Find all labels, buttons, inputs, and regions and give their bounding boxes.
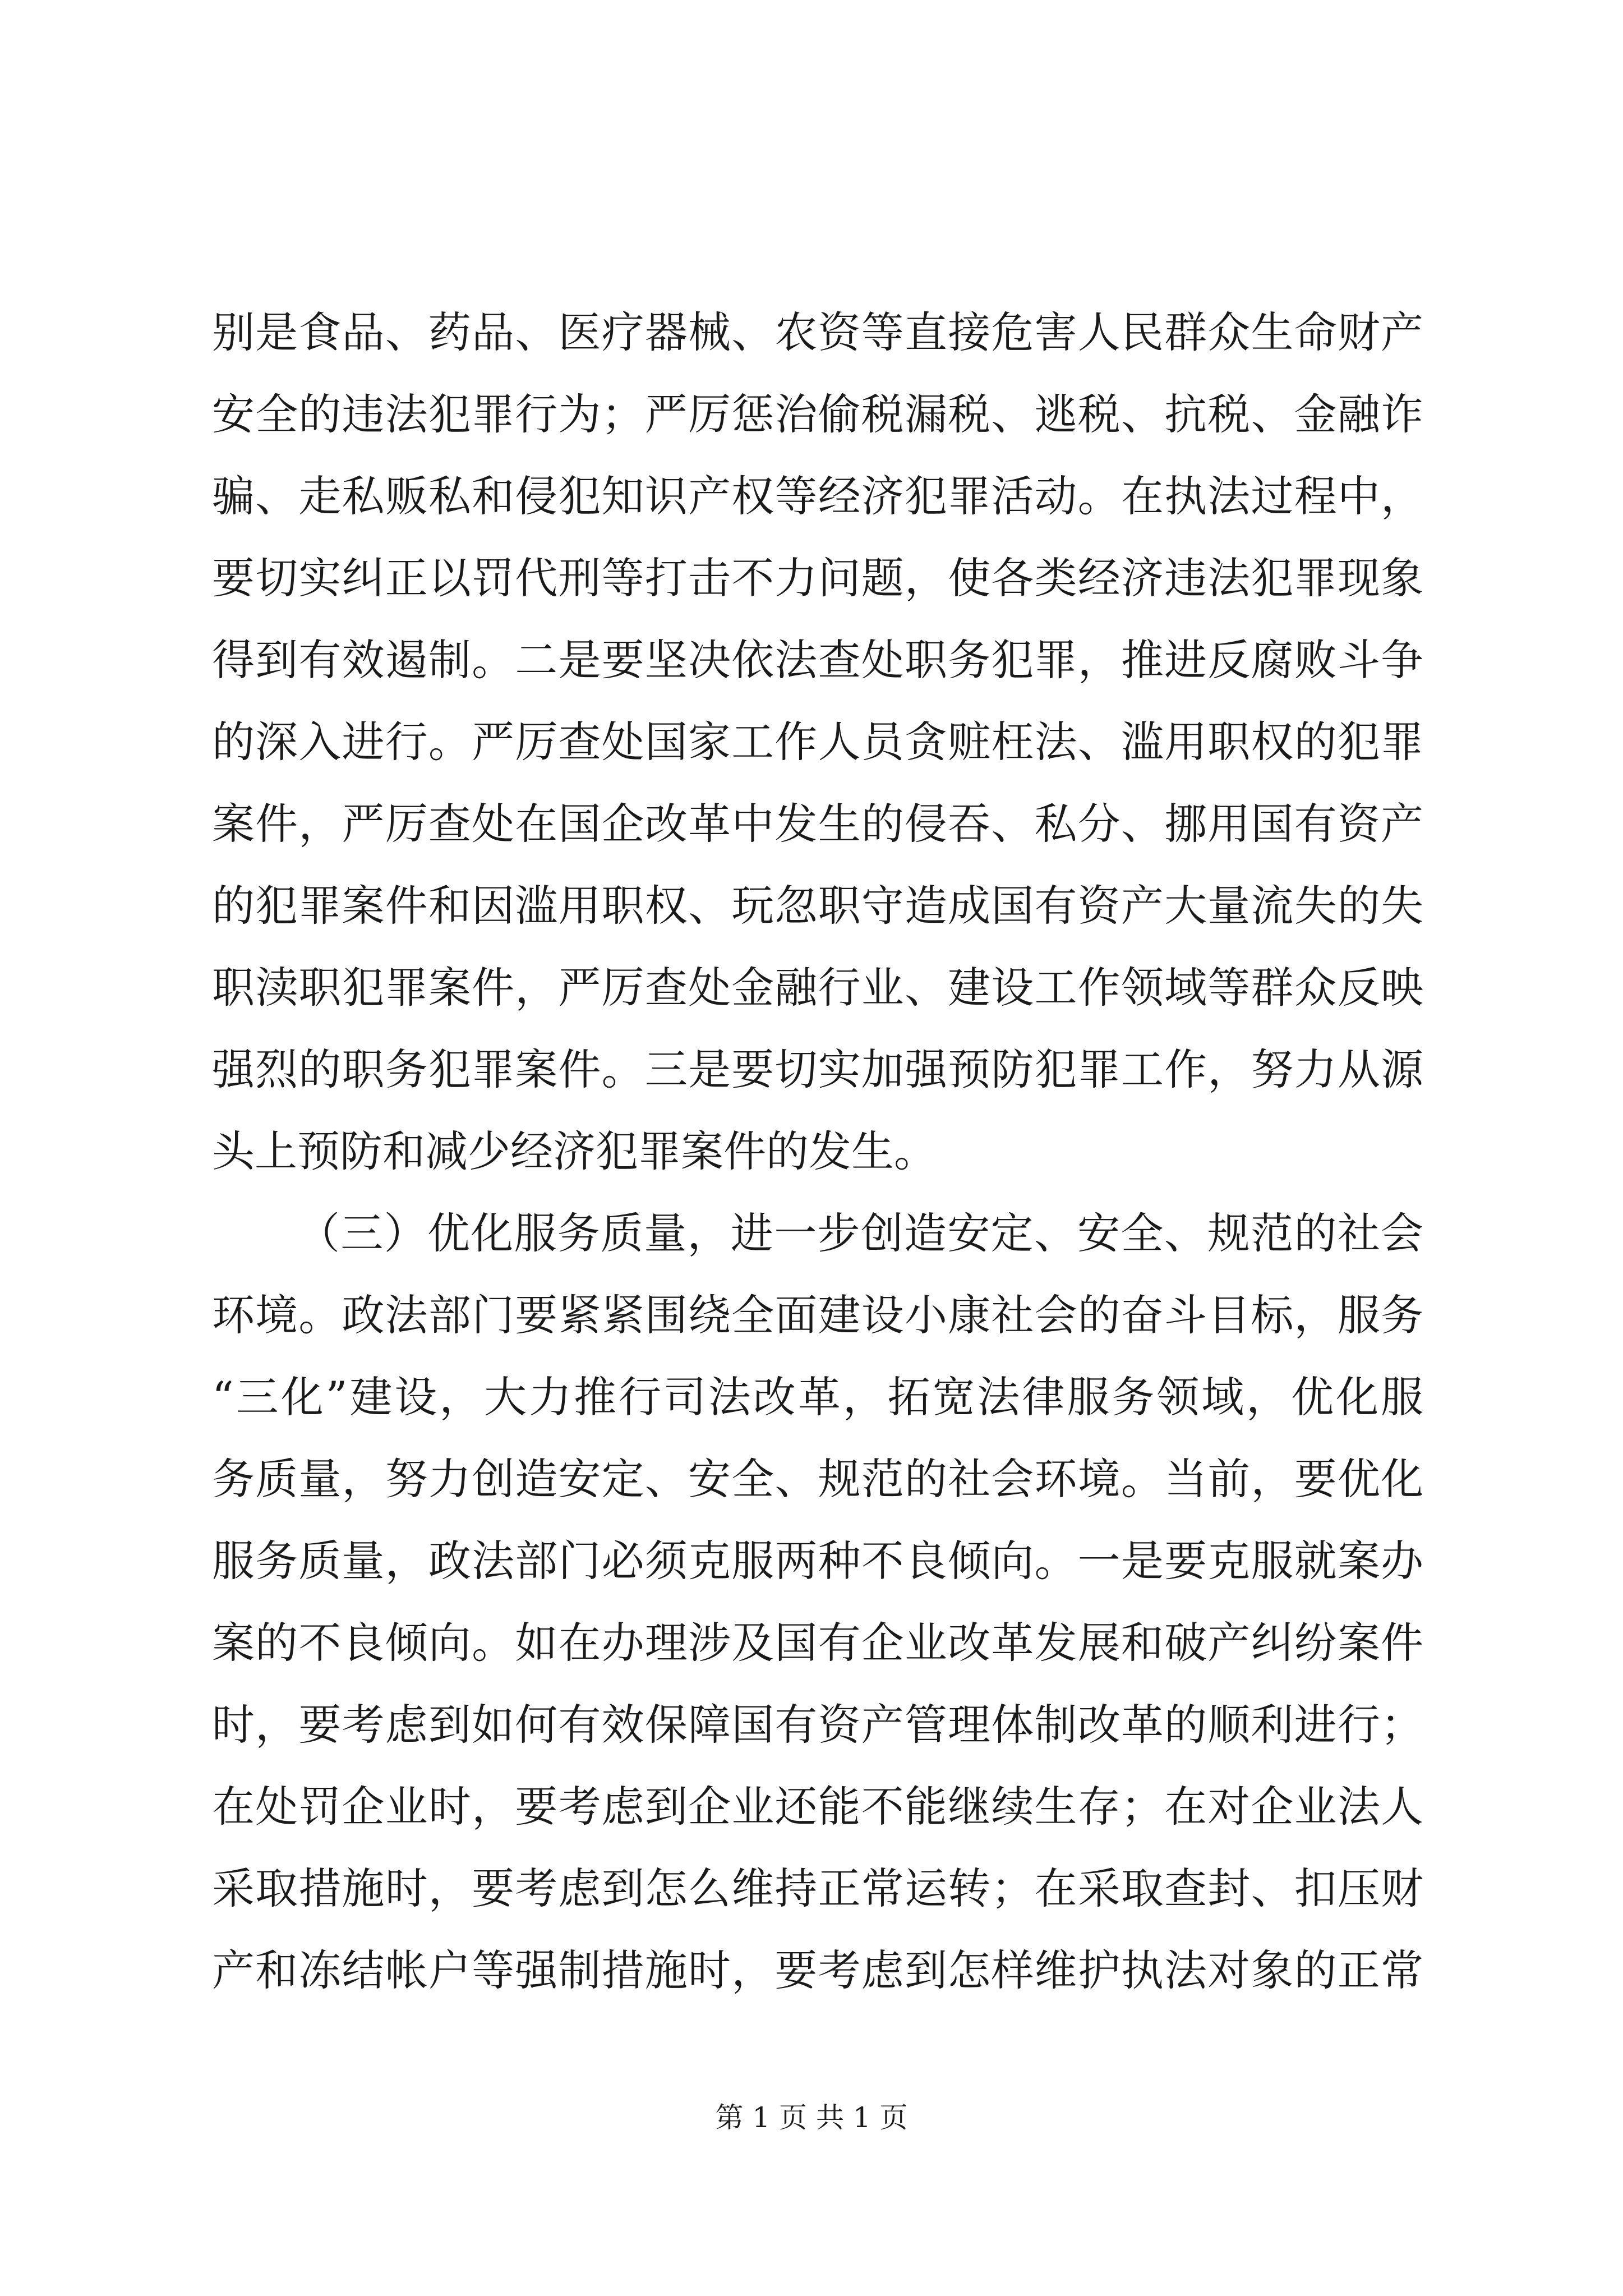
paragraph-1-line-1: 别是食品、药品、医疗器械、农资等直接危害人民群众生命财产 <box>212 307 1423 357</box>
paragraph-2-line-7: 时，要考虑到如何有效保障国有资产管理体制改革的顺利进行； <box>212 1700 1423 1750</box>
paragraph-2-line-1: （三）优化服务质量，进一步创造安定、安全、规范的社会 <box>297 1208 1423 1258</box>
paragraph-1-line-10: 强烈的职务犯罪案件。三是要切实加强预防犯罪工作，努力从源 <box>212 1045 1423 1094</box>
paragraph-2-line-6: 案的不良倾向。如在办理涉及国有企业改革发展和破产纠纷案件 <box>212 1618 1423 1668</box>
paragraph-2-line-2: 环境。政法部门要紧紧围绕全面建设小康社会的奋斗目标，服务 <box>212 1290 1423 1340</box>
paragraph-2-line-10: 产和冻结帐户等强制措施时，要考虑到怎样维护执法对象的正常 <box>212 1945 1423 1995</box>
page-footer <box>0 2098 1623 2137</box>
paragraph-1-line-2: 安全的违法犯罪行为；严厉惩治偷税漏税、逃税、抗税、金融诈 <box>212 389 1423 439</box>
paragraph-1-line-7: 案件，严厉查处在国企改革中发生的侵吞、私分、挪用国有资产 <box>212 799 1423 849</box>
paragraph-1-line-11: 头上预防和减少经济犯罪案件的发生。 <box>212 1126 937 1176</box>
document-body <box>212 292 1423 2012</box>
paragraph-2-line-4: 务质量，努力创造安定、安全、规范的社会环境。当前，要优化 <box>212 1454 1423 1504</box>
paragraph-1-line-6: 的深入进行。严厉查处国家工作人员贪赃枉法、滥用职权的犯罪 <box>212 717 1423 767</box>
paragraph-1-line-4: 要切实纠正以罚代刑等打击不力问题，使各类经济违法犯罪现象 <box>212 553 1423 603</box>
paragraph-2-line-8: 在处罚企业时，要考虑到企业还能不能继续生存；在对企业法人 <box>212 1782 1423 1832</box>
page-number-label: 第 1 页 共 1 页 <box>715 2101 908 2134</box>
paragraph-2-line-9: 采取措施时，要考虑到怎么维持正常运转；在采取查封、扣压财 <box>212 1864 1423 1913</box>
paragraph-1-line-9: 职渎职犯罪案件，严厉查处金融行业、建设工作领域等群众反映 <box>212 963 1423 1013</box>
paragraph-2-line-3: “三化”建设，大力推行司法改革，拓宽法律服务领域，优化服 <box>212 1372 1423 1422</box>
paragraph-1-line-8: 的犯罪案件和因滥用职权、玩忽职守造成国有资产大量流失的失 <box>212 881 1423 931</box>
paragraph-1-line-3: 骗、走私贩私和侵犯知识产权等经济犯罪活动。在执法过程中， <box>212 471 1423 521</box>
paragraph-1-line-5: 得到有效遏制。二是要坚决依法查处职务犯罪，推进反腐败斗争 <box>212 635 1423 685</box>
paragraph-2-line-5: 服务质量，政法部门必须克服两种不良倾向。一是要克服就案办 <box>212 1536 1423 1586</box>
